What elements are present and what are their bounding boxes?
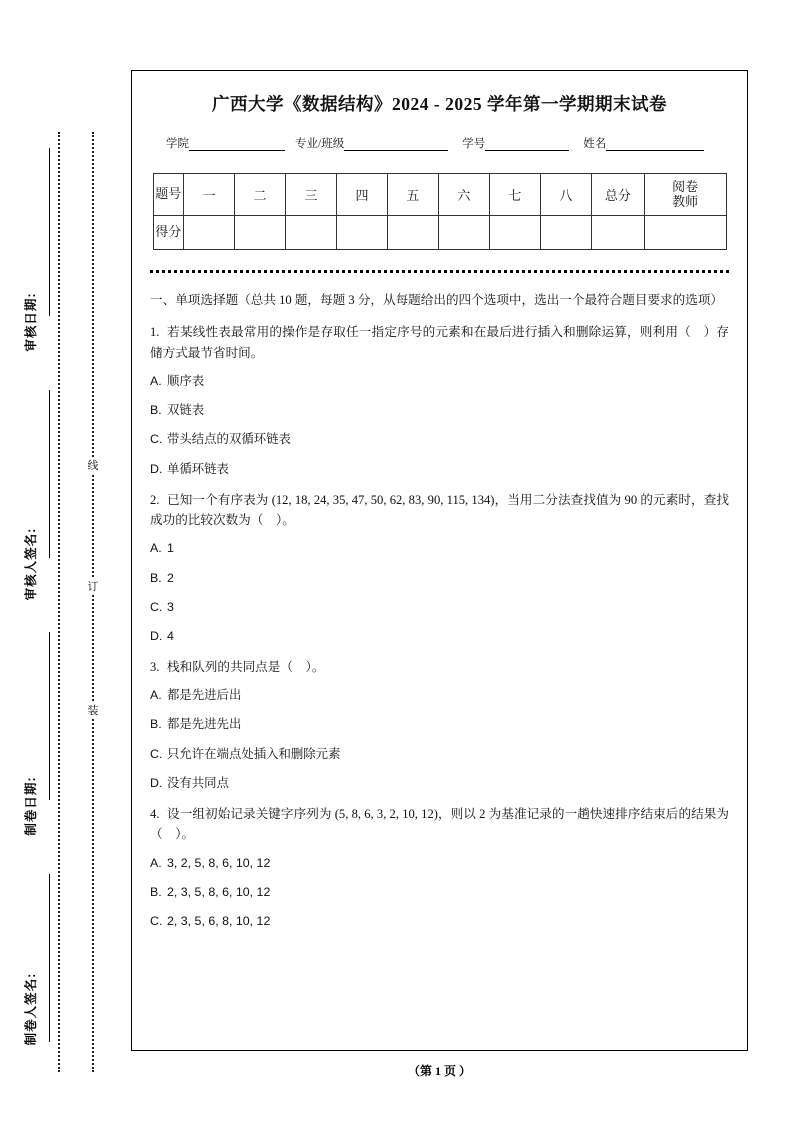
section-heading: 一、单项选择题（总共 10 题，每题 3 分，从每题给出的四个选项中，选出一个最符合题目要求的选项）: [150, 293, 724, 307]
question-2-option-b-text: 2: [167, 570, 174, 585]
score-cell-grader[interactable]: [644, 216, 726, 250]
fold-dotted-line-inner: [92, 132, 94, 1072]
fold-char-line: 线: [80, 457, 106, 473]
field-student-id: [462, 135, 569, 151]
question-3-option-d[interactable]: [150, 775, 729, 791]
question-1-stem: [150, 322, 729, 363]
question-1-text: 若某线性表最常用的操作是存取任一指定序号的元素和在最后进行插入和删除运算，则利用（ ）存储方式最节省时间。: [150, 325, 729, 360]
question-4-number: 4.: [150, 806, 160, 821]
question-4-option-c-text: 2, 3, 5, 6, 8, 10, 12: [167, 913, 271, 928]
score-cell-7[interactable]: [489, 216, 540, 250]
question-2-option-b-key: B.: [150, 570, 162, 585]
sidebar-label-review-date: 审核日期:: [24, 292, 38, 352]
question-1-option-b-key: B.: [150, 403, 162, 418]
question-3-option-b[interactable]: [150, 716, 729, 732]
field-name: [583, 135, 704, 151]
score-cell-5[interactable]: [387, 216, 438, 250]
question-1-number: 1.: [150, 325, 160, 340]
question-3-option-a-text: 都是先进后出: [167, 688, 242, 703]
question-3-option-b-key: B.: [150, 717, 162, 732]
question-4-option-b[interactable]: [150, 884, 729, 900]
page-title: 广西大学《数据结构》2024 - 2025 学年第一学期期末试卷: [212, 94, 667, 114]
exam-content-box: [131, 70, 748, 1051]
question-1-option-d[interactable]: [150, 461, 729, 477]
question-3-number: 3.: [150, 659, 160, 674]
question-1-option-a-key: A.: [150, 374, 162, 389]
field-major-class-input[interactable]: [344, 138, 448, 151]
question-4-option-b-key: B.: [150, 884, 162, 899]
question-1-option-c-key: C.: [150, 432, 163, 447]
question-3-option-c[interactable]: [150, 746, 729, 762]
question-2-option-d-key: D.: [150, 628, 163, 643]
score-table-col-5: 五: [387, 174, 438, 216]
field-name-label: 姓名: [583, 138, 607, 150]
field-major-class-label: 专业/班级: [295, 138, 345, 150]
question-3-option-c-key: C.: [150, 746, 163, 761]
fold-char-seal: 装: [80, 702, 106, 718]
question-2-text: 已知一个有序表为 (12, 18, 24, 35, 47, 50, 62, 83, 90, 115, 134)，当用二分法查找值为 90 的元素时，查找成功的比较次数为（ ）。: [150, 492, 729, 528]
question-1-option-c-text: 带头结点的双循环链表: [167, 432, 291, 447]
fold-dotted-line-outer: [58, 132, 60, 1072]
row-header-score-text: 得分: [155, 224, 182, 240]
score-table-col-6: 六: [438, 174, 489, 216]
sidebar-underline-compile-date: [49, 632, 50, 800]
score-cell-2[interactable]: [235, 216, 286, 250]
score-cell-6[interactable]: [438, 216, 489, 250]
question-4-option-b-text: 2, 3, 5, 8, 6, 10, 12: [167, 884, 271, 899]
score-table-header-row: [153, 174, 726, 216]
question-3-option-b-text: 都是先进先出: [167, 717, 242, 732]
question-4-option-c-key: C.: [150, 913, 163, 928]
grader-label-line1: 阅卷: [672, 179, 699, 195]
score-table-col-7: 七: [489, 174, 540, 216]
question-body: [148, 290, 731, 929]
score-table-col-8: 八: [540, 174, 591, 216]
grader-label-line2: 教师: [672, 193, 699, 209]
question-2-option-a-key: A.: [150, 541, 162, 556]
score-table-col-3: 三: [286, 174, 337, 216]
question-2-option-c-text: 3: [167, 599, 174, 614]
score-table-col-1: 一: [184, 174, 235, 216]
question-3-option-d-key: D.: [150, 775, 163, 790]
question-1-option-d-key: D.: [150, 461, 163, 476]
field-student-id-label: 学号: [462, 138, 486, 150]
question-3-option-a[interactable]: [150, 687, 729, 703]
question-4-option-c[interactable]: [150, 913, 729, 929]
question-2-option-d[interactable]: [150, 628, 729, 644]
score-cell-8[interactable]: [540, 216, 591, 250]
question-2-option-c[interactable]: [150, 599, 729, 615]
question-2-option-a[interactable]: [150, 540, 729, 556]
score-table: [153, 173, 727, 250]
field-major-class: [295, 135, 448, 151]
score-table-col-4: 四: [336, 174, 387, 216]
sidebar-label-compile-date: 制卷日期:: [24, 776, 38, 836]
question-1-option-c[interactable]: [150, 431, 729, 447]
sidebar-underline-review-date: [49, 148, 50, 316]
sidebar-fold-margin: [0, 0, 130, 1122]
score-cell-total[interactable]: [591, 216, 644, 250]
question-3-option-d-text: 没有共同点: [167, 775, 229, 790]
field-college-input[interactable]: [189, 138, 285, 151]
question-1-option-b[interactable]: [150, 402, 729, 418]
question-3-text: 栈和队列的共同点是（ ）。: [167, 659, 325, 674]
score-table-row-header-question: [153, 174, 184, 216]
question-2-option-c-key: C.: [150, 599, 163, 614]
question-1-option-d-text: 单循环链表: [167, 461, 229, 476]
question-4-option-a-key: A.: [150, 855, 162, 870]
score-table-col-total: 总分: [591, 174, 644, 216]
question-2-option-a-text: 1: [167, 541, 174, 556]
question-2-option-b[interactable]: [150, 570, 729, 586]
question-3-option-c-text: 只允许在端点处插入和删除元素: [167, 746, 341, 761]
question-1-option-a[interactable]: [150, 373, 729, 389]
dotted-separator: [150, 270, 729, 273]
fold-char-bind: 订: [80, 578, 106, 594]
score-cell-4[interactable]: [336, 216, 387, 250]
question-4-text: 设一组初始记录关键字序列为 (5, 8, 6, 3, 2, 10, 12)，则以 2 为基准记录的一趟快速排序结束后的结果为（ ）。: [150, 806, 729, 842]
question-2-number: 2.: [150, 492, 160, 507]
score-cell-1[interactable]: [184, 216, 235, 250]
question-2-stem: [150, 490, 729, 531]
score-table-col-2: 二: [235, 174, 286, 216]
field-college-label: 学院: [166, 138, 189, 150]
sidebar-label-reviewer-signature: 审核人签名:: [24, 527, 38, 601]
field-student-id-input[interactable]: [485, 138, 569, 151]
question-3-option-a-key: A.: [150, 688, 162, 703]
sidebar-label-compiler-signature: 制卷人签名:: [24, 972, 38, 1046]
score-cell-3[interactable]: [286, 216, 337, 250]
row-header-question-text: 题号: [155, 186, 182, 202]
score-table-col-grader: [644, 174, 726, 216]
question-4-option-a[interactable]: [150, 855, 729, 871]
question-1-option-a-text: 顺序表: [167, 374, 205, 389]
sidebar-underline-compiler-signature: [49, 874, 50, 1042]
question-4-stem: [150, 804, 729, 845]
question-1-option-b-text: 双链表: [167, 403, 205, 418]
field-college: [166, 135, 285, 151]
field-name-input[interactable]: [606, 138, 704, 151]
score-table-score-row: [153, 216, 726, 250]
score-table-row-header-score: [153, 216, 184, 250]
page-footer: （第 1 页 ）: [407, 1064, 471, 1078]
question-3-stem: [150, 657, 729, 677]
question-2-option-d-text: 4: [167, 628, 174, 643]
sidebar-underline-reviewer-signature: [49, 390, 50, 558]
student-identity-row: [148, 135, 731, 151]
question-4-option-a-text: 3, 2, 5, 8, 6, 10, 12: [167, 855, 271, 870]
